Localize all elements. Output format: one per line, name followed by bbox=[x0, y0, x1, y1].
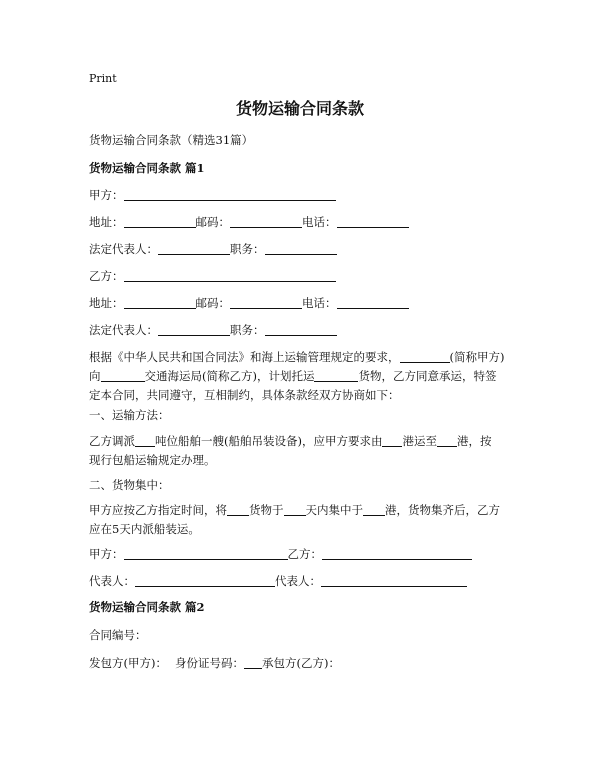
position-blank bbox=[265, 323, 337, 336]
item-text: 现行包船运输规定办理。 bbox=[89, 453, 216, 467]
postcode-label: 邮码： bbox=[195, 215, 230, 229]
contractor-label: 承包方(乙方)： bbox=[261, 656, 340, 670]
postcode-label: 邮码： bbox=[195, 296, 230, 310]
position-blank bbox=[265, 242, 337, 255]
legal-rep-blank bbox=[158, 242, 230, 255]
signature-line-reps bbox=[89, 573, 467, 589]
intro-text: 交通海运局(简称乙方)，计划托运 bbox=[144, 369, 315, 383]
item-text: 港，按 bbox=[456, 434, 492, 448]
intro-text: 向 bbox=[89, 369, 101, 383]
sender-label: 发包方(甲方)： bbox=[89, 656, 167, 670]
address-blank bbox=[124, 215, 196, 228]
party-a-line bbox=[89, 187, 336, 203]
address-label: 地址： bbox=[89, 215, 124, 229]
item-1-paragraph bbox=[89, 432, 516, 470]
blank bbox=[227, 503, 249, 516]
intro-paragraph bbox=[89, 348, 516, 405]
id-number-blank bbox=[244, 656, 262, 669]
legal-rep-label: 法定代表人： bbox=[89, 242, 158, 256]
item-1-heading: 一、运输方法： bbox=[89, 408, 170, 422]
position-label: 职务： bbox=[230, 242, 265, 256]
legal-rep-label: 法定代表人： bbox=[89, 323, 158, 337]
sign-party-a-label: 甲方： bbox=[89, 547, 124, 561]
postcode-blank bbox=[230, 296, 302, 309]
address-label: 地址： bbox=[89, 296, 124, 310]
item-text: 港运至 bbox=[402, 434, 437, 448]
blank bbox=[363, 503, 385, 516]
item-text: 应在5天内派船装运。 bbox=[89, 522, 200, 536]
blank bbox=[284, 503, 306, 516]
sign-rep-b-label: 代表人： bbox=[275, 574, 321, 588]
blank bbox=[437, 434, 457, 447]
sign-party-b-blank bbox=[322, 547, 472, 560]
blank bbox=[135, 434, 155, 447]
intro-text: 货物，乙方同意承运，特签 bbox=[358, 369, 497, 383]
position-label: 职务： bbox=[230, 323, 265, 337]
party-b-label: 乙方： bbox=[89, 269, 124, 283]
item-text: 吨位船舶一艘(船舶吊装设备)，应甲方要求由 bbox=[155, 434, 383, 448]
party-a-blank bbox=[124, 188, 336, 201]
item-2-paragraph bbox=[89, 501, 516, 539]
intro-text: (简称甲方) bbox=[449, 350, 505, 364]
contract-number: 合同编号： bbox=[89, 628, 147, 642]
legal-rep-blank bbox=[158, 323, 230, 336]
blank bbox=[314, 369, 358, 382]
address-line-b bbox=[89, 295, 409, 311]
sign-party-a-blank bbox=[124, 547, 288, 560]
party-b-blank bbox=[124, 269, 336, 282]
sign-rep-a-blank bbox=[135, 574, 275, 587]
section-heading-1: 货物运输合同条款 篇1 bbox=[89, 161, 205, 175]
phone-blank bbox=[337, 215, 409, 228]
id-number-label: 身份证号码： bbox=[174, 656, 244, 670]
intro-text: 定本合同，共同遵守，互相制约，具体条款经双方协商如下： bbox=[89, 388, 400, 402]
sign-rep-a-label: 代表人： bbox=[89, 574, 135, 588]
item-text: 乙方调派 bbox=[89, 434, 135, 448]
phone-label: 电话： bbox=[302, 215, 337, 229]
document-subtitle: 货物运输合同条款（精选31篇） bbox=[89, 133, 254, 147]
section-heading-2: 货物运输合同条款 篇2 bbox=[89, 600, 205, 614]
postcode-blank bbox=[230, 215, 302, 228]
item-2-heading: 二、货物集中： bbox=[89, 478, 170, 492]
item-text: 港，货物集齐后，乙方 bbox=[385, 503, 500, 517]
document-title: 货物运输合同条款 bbox=[235, 99, 364, 118]
sign-rep-b-blank bbox=[321, 574, 467, 587]
item-text: 货物于 bbox=[249, 503, 284, 517]
address-line-a bbox=[89, 214, 409, 230]
sign-party-b-label: 乙方： bbox=[287, 547, 322, 561]
party-b-line bbox=[89, 268, 336, 284]
address-blank bbox=[124, 296, 196, 309]
phone-label: 电话： bbox=[302, 296, 337, 310]
blank bbox=[382, 434, 402, 447]
legal-rep-line-b bbox=[89, 322, 337, 338]
print-label[interactable]: Print bbox=[89, 72, 117, 85]
intro-text: 根据《中华人民共和国合同法》和海上运输管理规定的要求， bbox=[89, 350, 400, 364]
phone-blank bbox=[337, 296, 409, 309]
party-a-label: 甲方： bbox=[89, 188, 124, 202]
item-text: 天内集中于 bbox=[305, 503, 363, 517]
sender-line bbox=[89, 655, 340, 671]
item-text: 甲方应按乙方指定时间，将 bbox=[89, 503, 227, 517]
blank bbox=[400, 350, 450, 363]
legal-rep-line-a bbox=[89, 241, 337, 257]
blank bbox=[101, 369, 145, 382]
signature-line-parties bbox=[89, 546, 472, 562]
